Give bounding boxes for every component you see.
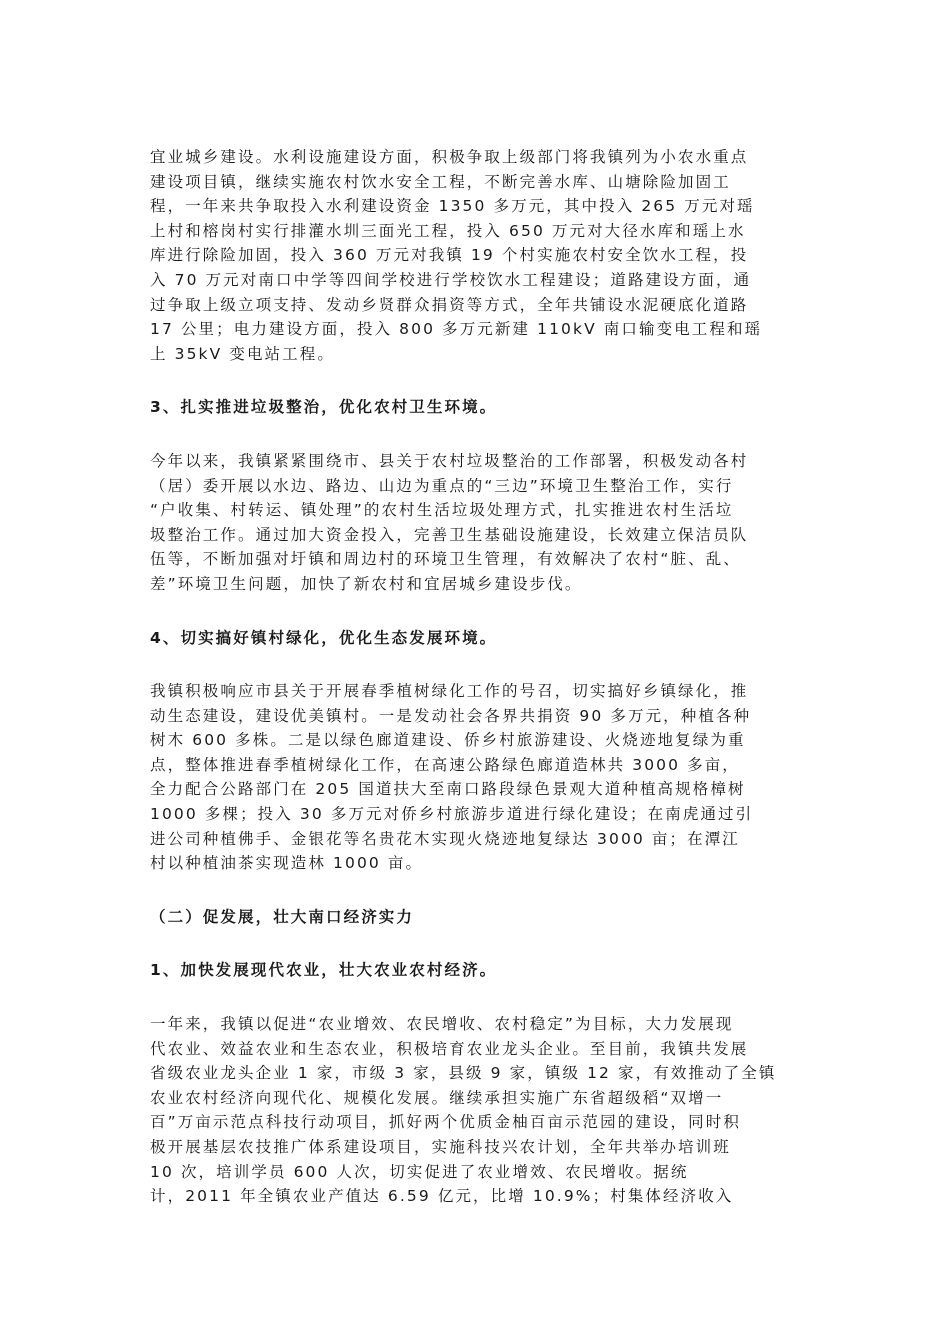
text-line: 进公司种植佛手、金银花等名贵花木实现火烧迹地复绿达 3000 亩；在潭江 bbox=[150, 829, 740, 848]
section-heading-greening: 4、切实搞好镇村绿化，优化生态发展环境。 bbox=[150, 628, 498, 647]
document-page bbox=[150, 145, 805, 1209]
text-line: 建设项目镇，继续实施农村饮水安全工程，不断完善水库、山塘除险加固工 bbox=[150, 172, 731, 191]
text-line: “户收集、村转运、镇处理”的农村生活垃圾处理方式，扎实推进农村生活垃 bbox=[150, 501, 734, 520]
text-line: 计，2011 年全镇农业产值达 6.59 亿元，比增 10.9%；村集体经济收入 bbox=[150, 1187, 734, 1206]
text-line: 百”万亩示范点科技行动项目，抓好两个优质金柚百亩示范园的建设，同时积 bbox=[150, 1113, 741, 1132]
paragraph-agriculture bbox=[150, 1012, 805, 1209]
text-line: 上 35kV 变电站工程。 bbox=[150, 344, 335, 363]
text-line: 入 70 万元对南口中学等四间学校进行学校饮水工程建设；道路建设方面，通 bbox=[150, 270, 752, 289]
text-line: 宜业城乡建设。水利设施建设方面，积极争取上级部门将我镇列为小农水重点 bbox=[150, 148, 749, 166]
text-line: 过争取上级立项支持、发动乡贤群众捐资等方式，全年共铺设水泥硬底化道路 bbox=[150, 295, 749, 314]
section-heading-garbage: 3、扎实推进垃圾整治，优化农村卫生环境。 bbox=[150, 398, 498, 417]
text-line: 17 公里；电力建设方面，投入 800 多万元新建 110kV 南口输变电工程和瑶 bbox=[150, 320, 763, 339]
text-line: 点，整体推进春季植树绿化工作，在高速公路绿色廊道造林共 3000 多亩， bbox=[150, 755, 740, 774]
section-heading-development: （二）促发展，壮大南口经济实力 bbox=[150, 907, 415, 926]
paragraph-garbage-management bbox=[150, 449, 805, 597]
text-line: （居）委开展以水边、路边、山边为重点的“三边”环境卫生整治工作，实行 bbox=[150, 476, 734, 495]
text-line: 树木 600 多株。二是以绿色廊道建设、侨乡村旅游建设、火烧迹地复绿为重 bbox=[150, 731, 746, 750]
text-line: 村以种植油茶实现造林 1000 亩。 bbox=[150, 854, 424, 873]
text-line: 1000 多棵；投入 30 多万元对侨乡村旅游步道进行绿化建设；在南虎通过引 bbox=[150, 805, 754, 824]
text-line: 极开展基层农技推广体系建设项目，实施科技兴农计划，全年共举办培训班 bbox=[150, 1138, 731, 1156]
text-line: 库进行除险加固，投入 360 万元对我镇 19 个村实施农村安全饮水工程，投 bbox=[150, 246, 749, 265]
section-heading-agriculture: 1、加快发展现代农业，壮大农业农村经济。 bbox=[150, 961, 498, 980]
text-line: 农业农村经济向现代化、规模化发展。继续承担实施广东省超级稻“双增一 bbox=[150, 1088, 724, 1107]
text-line: 一年来，我镇以促进“农业增效、农民增收、农村稳定”为目标，大力发展现 bbox=[150, 1015, 734, 1034]
text-line: 今年以来，我镇紧紧围绕市、县关于农村垃圾整治的工作部署，积极发动各村 bbox=[150, 451, 749, 470]
text-line: 我镇积极响应市县关于开展春季植树绿化工作的号召，切实搞好乡镇绿化，推 bbox=[150, 682, 749, 701]
text-line: 圾整治工作。通过加大资金投入，完善卫生基础设施建设，长效建立保洁员队 bbox=[150, 525, 749, 544]
text-line: 动生态建设，建设优美镇村。一是发动社会各界共捐资 90 多万元，种植各种 bbox=[150, 706, 752, 725]
paragraph-water-road-power bbox=[150, 145, 805, 366]
text-line: 代农业、效益农业和生态农业，积极培育农业龙头企业。至目前，我镇共发展 bbox=[150, 1039, 749, 1058]
paragraph-greening bbox=[150, 679, 805, 876]
text-line: 全力配合公路部门在 205 国道扶大至南口路段绿色景观大道种植高规格樟树 bbox=[150, 780, 746, 799]
text-line: 上村和榕岗村实行排灌水圳三面光工程，投入 650 万元对大径水库和瑶上水 bbox=[150, 221, 746, 240]
text-line: 伍等，不断加强对圩镇和周边村的环境卫生管理，有效解决了农村“脏、乱、 bbox=[150, 550, 741, 569]
text-line: 10 次，培训学员 600 人次，切实促进了农业增效、农民增收。据统 bbox=[150, 1162, 689, 1181]
text-line: 省级农业龙头企业 1 家，市级 3 家，县级 9 家，镇级 12 家，有效推动了全镇 bbox=[150, 1064, 777, 1083]
text-line: 程，一年来共争取投入水利建设资金 1350 多万元，其中投入 265 万元对瑶 bbox=[150, 197, 755, 216]
text-line: 差”环境卫生问题，加快了新农村和宜居城乡建设步伐。 bbox=[150, 574, 583, 593]
